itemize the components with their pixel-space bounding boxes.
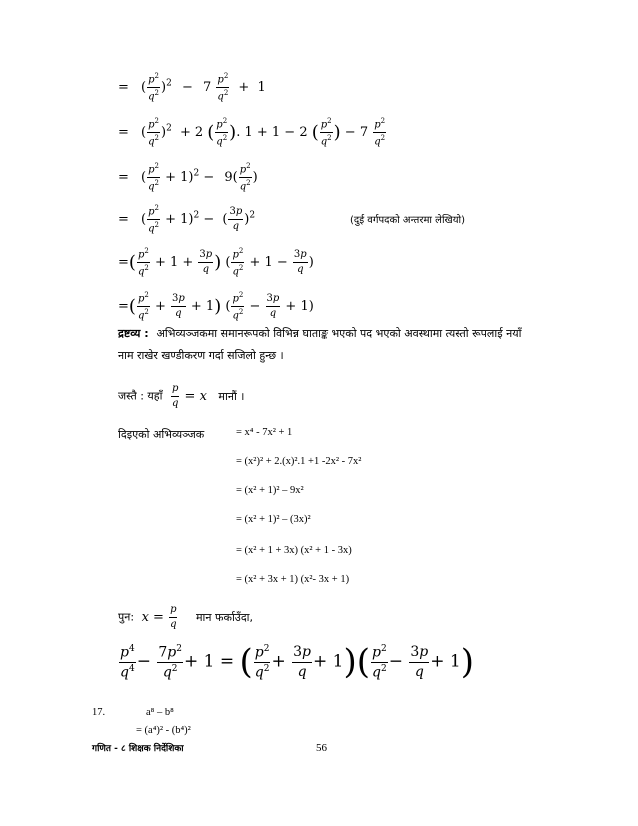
step-6: = (x² + 3x + 1) (x²- 3x + 1) (236, 574, 350, 585)
step-1: = x⁴ - 7x² + 1 (236, 427, 293, 438)
equals-sign: = (118, 211, 129, 227)
equals-sign: = (118, 254, 129, 270)
step-2: = (x²)² + 2.(x)².1 +1 -2x² - 7x² (236, 456, 362, 467)
final-result: $\frac{p^4}{q^4}$ − $\frac{7p^2}{q^2}$ + 1 = ( $\frac{p^2}{q^2}$ + $\frac{3p}{q}$ + 1)( $\frac{p^2}{q^2}$ − $\frac{3p}{q}$ + 1) (120, 642, 474, 682)
observation-label: द्रष्टव्य : (118, 327, 149, 340)
example-prefix: जस्तै : यहाँ (118, 389, 163, 403)
observation-text: अभिव्यञ्जकमा समानरूपको विभिन्न घाताङ्क भएको पद भएको अवस्थामा त्यस्तो रूपलाई नयाँ (156, 327, 522, 340)
given-expression-label: दिइएको अभिव्यञ्जक (118, 428, 205, 441)
substitute-text: मान फर्काउँदा, (195, 610, 254, 624)
note-difference-of-squares: (दुई वर्गपदको अन्तरमा लेखियो) (350, 215, 466, 226)
substitute-line: पुन: x = $\frac{p}{q}$ मान फर्काउँदा, (118, 604, 254, 630)
example-line: जस्तै : यहाँ $\frac{p}{q}$ = x मानौं । (118, 383, 245, 409)
step-4: = (x² + 1)² – (3x)² (236, 514, 311, 525)
step-5: = (x² + 1 + 3x) (x² + 1 - 3x) (236, 545, 352, 556)
observation-line-1 (118, 326, 521, 341)
equals-sign: = (118, 298, 129, 314)
question-17-line-2: = (a⁴)² - (b⁴)² (136, 725, 191, 736)
equation-line-3: = ( $\frac{p^2}{q^2}$ + 1)$^2$ − 9( $\frac{p^2}{q^2}$ ) (118, 162, 258, 193)
equation-line-1: = ( $\frac{p^2}{q^2}$ )$^2$ − 7 $\frac{p^2}{q^2}$ + 1 (118, 72, 266, 103)
equation-line-4: = ( $\frac{p^2}{q^2}$ + 1)$^2$ − ( $\frac{3p}{q}$ )$^2$ (118, 204, 256, 235)
equation-line-6: =( $\frac{p^2}{q^2}$ + $\frac{3p}{q}$ + 1) ( $\frac{p^2}{q^2}$ − $\frac{3p}{q}$ + 1) (118, 291, 314, 322)
equals-sign: = (118, 124, 129, 140)
question-17-line-1: a⁸ – b⁸ (146, 707, 174, 718)
question-17-number: 17. (92, 707, 106, 718)
equation-line-5: =( $\frac{p^2}{q^2}$ + 1 + $\frac{3p}{q}$ ) ( $\frac{p^2}{q^2}$ + 1 − $\frac{3p}{q}$ ) (118, 247, 314, 278)
observation-line-2: नाम राखेर खण्डीकरण गर्दा सजिलो हुन्छ । (118, 349, 284, 362)
example-suffix: मानौं । (218, 389, 245, 403)
equation-line-2: = ( $\frac{p^2}{q^2}$ )$^2$ + 2 ( $\frac{p^2}{q^2}$ ). 1 + 1 − 2 ( $\frac{p^2}{q^2}$ ) − 7 $\frac{p^2}{q^2}$ (118, 117, 386, 148)
again-label: पुन: (118, 610, 135, 624)
page-number: 56 (316, 742, 327, 754)
equals-sign: = (118, 79, 129, 95)
footer-book-title: गणित - ८ शिक्षक निर्देशिका (92, 744, 184, 754)
step-3: = (x² + 1)² – 9x² (236, 485, 304, 496)
equals-sign: = (118, 169, 129, 185)
